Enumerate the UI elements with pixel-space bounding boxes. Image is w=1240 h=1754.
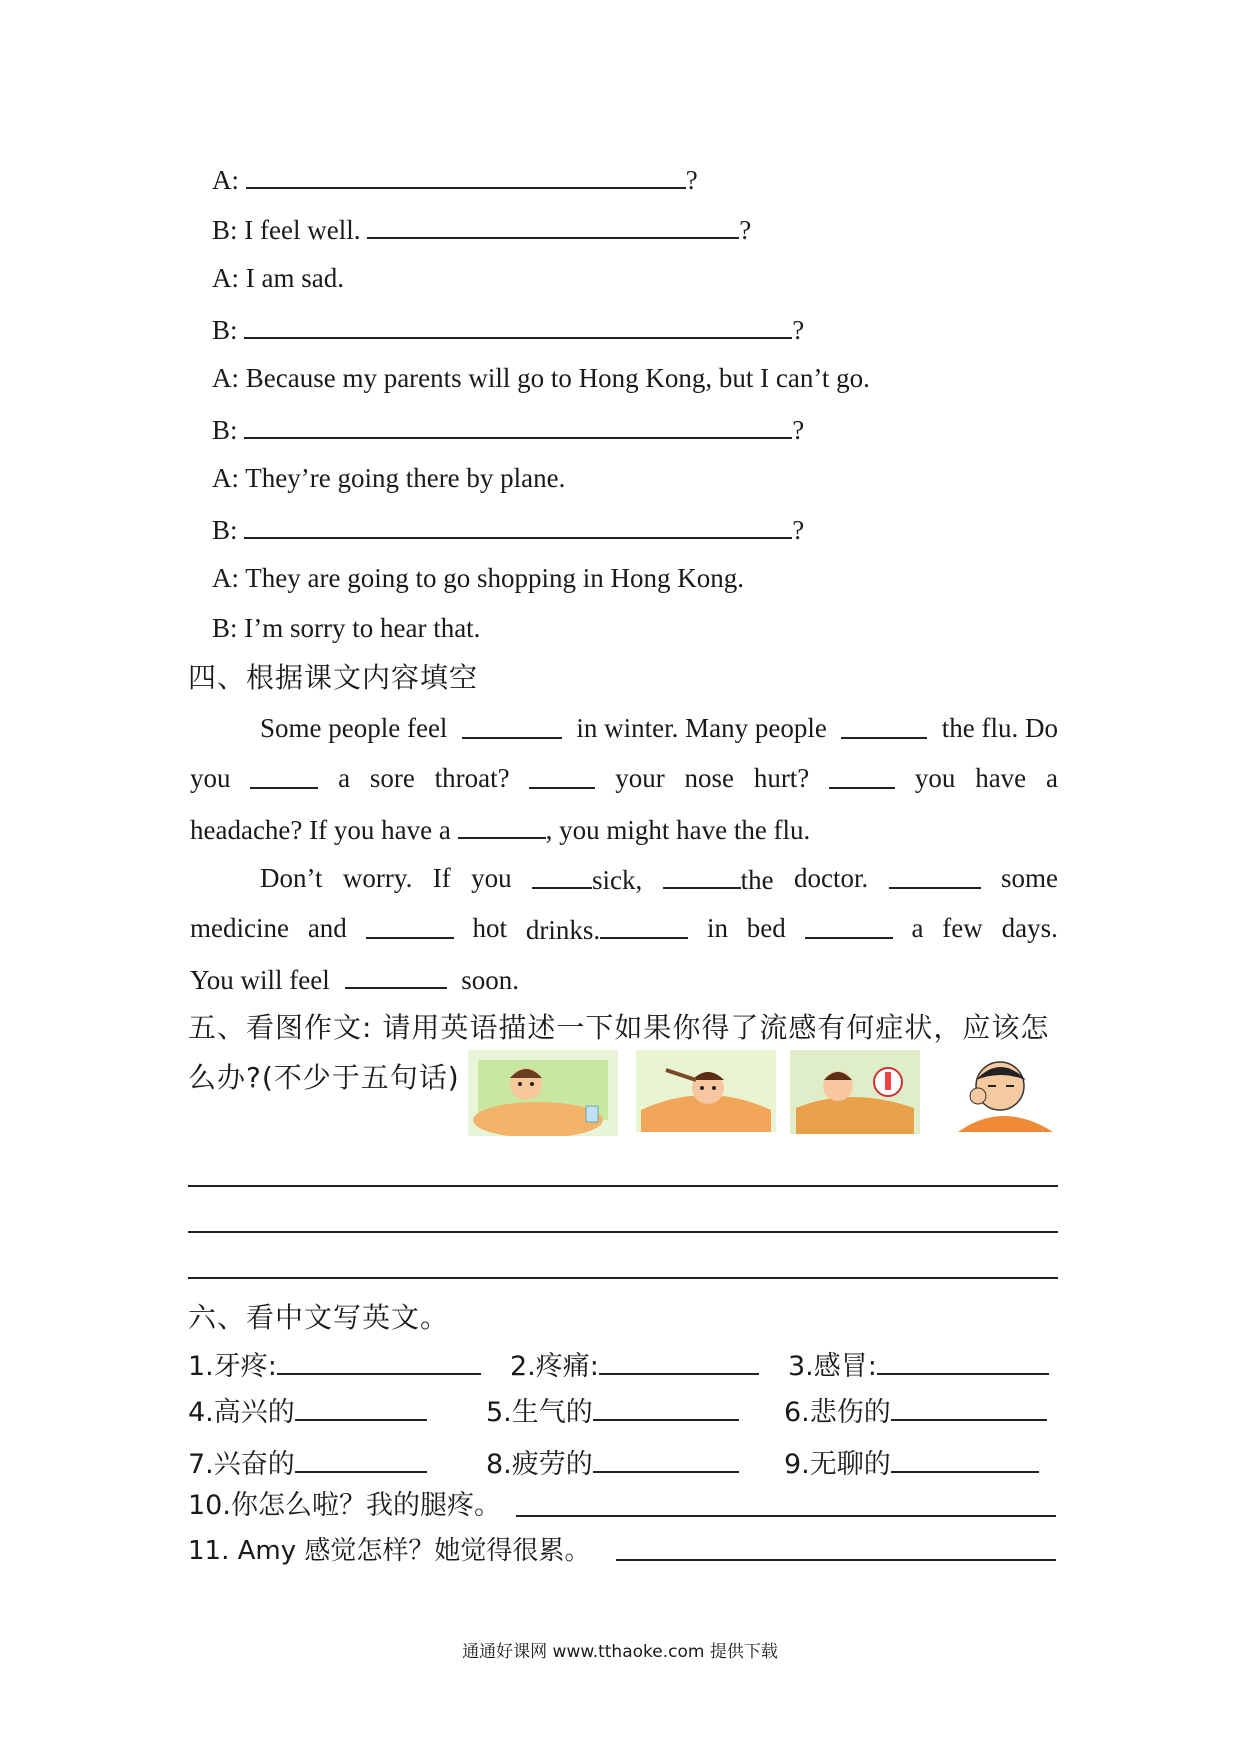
text: the flu. Do [941,713,1058,743]
text: throat? [434,763,510,793]
text: in [706,913,728,943]
speaker: B: [212,613,238,643]
dialogue-line-7 [212,461,565,495]
answer-blank[interactable] [367,211,739,239]
item-label: 7.兴奋的 [188,1449,295,1480]
vocab-item-2 [510,1347,759,1384]
text: nose [684,763,735,793]
item-label: 9.无聊的 [784,1449,891,1480]
dialogue-text: I feel well. [244,215,361,245]
speaker: A: [212,165,239,195]
question-text: 11. Amy 感觉怎样？她觉得很累。 [188,1536,591,1566]
answer-blank[interactable] [295,1393,427,1421]
item-label: 3.感冒: [788,1351,877,1382]
question-mark: ? [739,215,752,245]
question-text: 10.你怎么啦？我的腿疼。 [188,1490,501,1521]
dialogue-text: I am sad. [245,263,344,293]
answer-blank-10[interactable] [516,1489,1056,1517]
question-mark: ? [792,415,805,445]
text: days. [1001,913,1058,943]
translate-question-10 [188,1489,501,1523]
fill-blank[interactable] [458,811,546,839]
answer-blank[interactable] [244,411,792,439]
fill-blank[interactable] [366,911,454,939]
answer-blank[interactable] [244,311,792,339]
fill-blank[interactable] [841,711,927,739]
dialogue-text: They’re going there by plane. [245,463,566,493]
text: worry. [342,863,413,893]
writing-line-3[interactable] [188,1277,1058,1279]
text: Some people feel [260,713,448,743]
text: You will feel [190,965,330,995]
section-4-p2-line1 [260,861,1058,897]
vocab-item-9 [784,1445,1039,1482]
text: sore [369,763,415,793]
fill-blank[interactable] [529,761,595,789]
text: a [911,913,924,943]
answer-blank[interactable] [593,1445,739,1473]
item-label: 5.生气的 [486,1397,593,1428]
text: and [307,913,347,943]
dialogue-line-4 [212,311,804,347]
speaker: B: [212,515,238,545]
text: hurt? [753,763,810,793]
section-4-p2-line3 [190,961,519,997]
speaker: A: [212,263,239,293]
text: medicine [190,913,289,943]
sick-in-bed-picture-2 [636,1050,776,1132]
fill-blank[interactable] [889,861,981,889]
text: few [942,913,983,943]
answer-blank[interactable] [244,511,792,539]
section-5-title-cont: 么办?(不少于五句话) [188,1061,460,1094]
dialogue-text: I’m sorry to hear that. [244,613,481,643]
answer-blank[interactable] [891,1445,1039,1473]
text: soon. [461,965,520,995]
text: sick, [591,865,643,895]
dialogue-line-3 [212,261,344,295]
section-4-p1-line2 [190,761,1058,795]
blank-group [532,861,642,897]
item-label: 2.疼痛: [510,1351,599,1382]
vocab-item-1 [188,1347,481,1384]
section-6-title: 六、看中文写英文。 [188,1301,450,1334]
vocab-item-7 [188,1445,427,1482]
dialogue-line-8 [212,511,804,547]
dialogue-line-2 [212,211,751,247]
section-4-title: 四、根据课文内容填空 [188,661,479,694]
fill-blank[interactable] [829,761,895,789]
answer-blank[interactable] [891,1393,1047,1421]
writing-line-2[interactable] [188,1231,1058,1233]
section-4-p1-line1 [260,711,1058,745]
fill-blank[interactable] [805,911,893,939]
question-mark: ? [685,165,698,195]
text: the [740,865,774,895]
section-4-p2-line2 [190,911,1058,947]
speaker: A: [212,463,239,493]
text: in winter. Many people [576,713,827,743]
speaker: B: [212,415,238,445]
answer-blank[interactable] [593,1393,739,1421]
vocab-item-5 [486,1393,739,1430]
vocab-item-4 [188,1393,427,1430]
text: your [615,763,665,793]
speaker: B: [212,215,238,245]
text: Don’t [260,863,323,893]
vocab-item-3 [788,1347,1049,1384]
text: doctor. [793,863,869,893]
item-label: 6.悲伤的 [784,1397,891,1428]
text: If [432,863,451,893]
dialogue-text: They are going to go shopping in Hong Kong. [245,563,744,593]
translate-question-11 [188,1533,590,1568]
fill-blank[interactable] [462,711,562,739]
answer-blank-11[interactable] [616,1533,1056,1561]
sick-in-bed-picture-3 [790,1050,920,1134]
blank-group [663,861,774,897]
dialogue-line-1 [212,161,698,197]
writing-line-1[interactable] [188,1185,1058,1187]
section-5-title: 五、看图作文: 请用英语描述一下如果你得了流感有何症状，应该怎 [188,1011,1050,1044]
text: you [190,763,231,793]
fill-blank[interactable] [532,861,592,889]
text: a [1045,763,1058,793]
answer-blank[interactable] [877,1347,1049,1375]
item-label: 4.高兴的 [188,1397,295,1428]
dialogue-text: Because my parents will go to Hong Kong, but I can’t go. [245,363,870,393]
dialogue-line-9 [212,561,744,595]
text: bed [746,913,786,943]
section-4-p1-line3 [190,811,810,847]
text: hot [472,913,507,943]
fill-blank[interactable] [600,911,688,939]
fill-blank[interactable] [345,961,447,989]
text: have [975,763,1027,793]
question-mark: ? [792,315,805,345]
speaker: B: [212,315,238,345]
answer-blank[interactable] [599,1347,759,1375]
boy-holding-cheek-picture [938,1052,1068,1132]
item-label: 1.牙疼: [188,1351,277,1382]
fill-blank[interactable] [250,761,318,789]
text: , you might have the flu. [545,815,811,845]
item-label: 8.疲劳的 [486,1449,593,1480]
blank-group [526,911,688,947]
text: a [338,763,351,793]
vocab-item-6 [784,1393,1047,1430]
footer-text: 通通好课网 www.tthaoke.com 提供下载 [462,1642,778,1662]
dialogue-line-6 [212,411,804,447]
sick-in-bed-picture-1 [468,1050,618,1136]
vocab-item-8 [486,1445,739,1482]
speaker: A: [212,563,239,593]
text: drinks. [525,915,601,945]
text: some [1000,863,1058,893]
speaker: A: [212,363,239,393]
text: you [471,863,512,893]
answer-blank[interactable] [277,1347,481,1375]
question-mark: ? [792,515,805,545]
dialogue-line-10 [212,611,480,645]
answer-blank[interactable] [295,1445,427,1473]
dialogue-line-5 [212,361,870,395]
answer-blank[interactable] [246,161,686,189]
fill-blank[interactable] [663,861,741,889]
text: headache? If you have a [190,815,451,845]
text: you [914,763,956,793]
